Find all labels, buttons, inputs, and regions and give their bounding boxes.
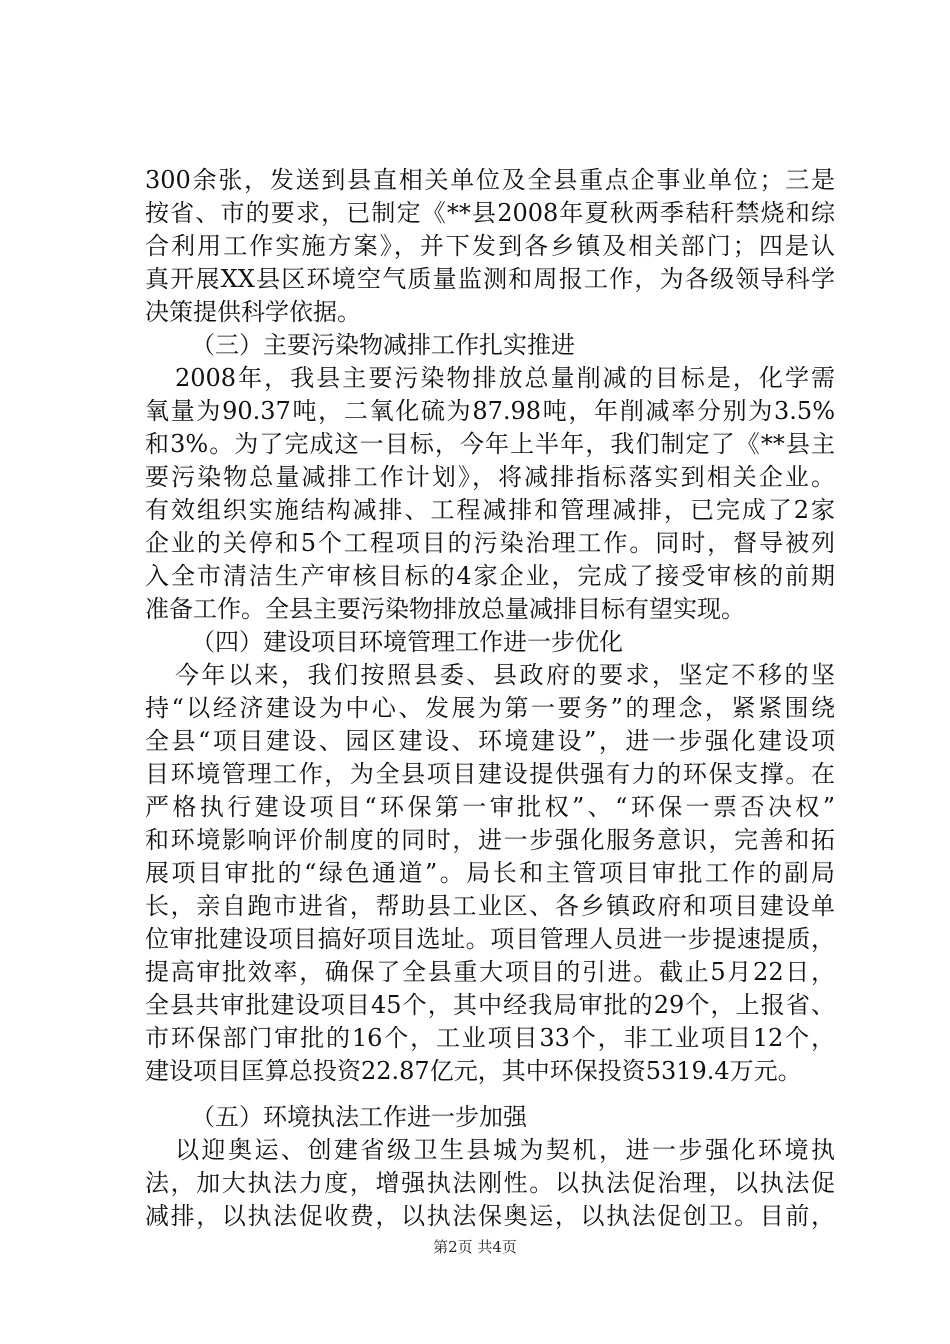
paragraph-line: 入全市清洁生产审核目标的4家企业，完成了接受审核的前期 [145,562,835,590]
section-heading: （四）建设项目环境管理工作进一步优化 [191,628,623,656]
paragraph-line: 和3%。为了完成这一目标，今年上半年，我们制定了《**县主 [145,430,835,458]
paragraph-line: 有效组织实施结构减排、工程减排和管理减排，已完成了2家 [145,496,835,524]
paragraph-line: 合利用工作实施方案》，并下发到各乡镇及相关部门；四是认 [145,232,835,260]
paragraph-line: 企业的关停和5个工程项目的污染治理工作。同时，督导被列 [145,529,835,557]
paragraph-line: 要污染物总量减排工作计划》，将减排指标落实到相关企业。 [145,463,835,491]
paragraph-line: 目环境管理工作，为全县项目建设提供强有力的环保支撑。在 [145,760,835,788]
page-footer: 第2页 共4页 [433,1238,517,1256]
paragraph-line: 持“以经济建设为中心、发展为第一要务”的理念，紧紧围绕 [145,694,835,722]
paragraph-line: 以迎奥运、创建省级卫生县城为契机，进一步强化环境执 [175,1136,835,1164]
paragraph-line: 位审批建设项目搞好项目选址。项目管理人员进一步提速提质， [145,925,835,953]
paragraph-line: 展项目审批的“绿色通道”。局长和主管项目审批工作的副局 [145,859,835,887]
section-heading: （五）环境执法工作进一步加强 [191,1103,527,1131]
paragraph-line: 按省、市的要求，已制定《**县2008年夏秋两季秸秆禁烧和综 [145,199,835,227]
paragraph-line: 准备工作。全县主要污染物排放总量减排目标有望实现。 [145,595,745,623]
paragraph-line: 今年以来，我们按照县委、县政府的要求，坚定不移的坚 [175,661,835,689]
paragraph-line: 市环保部门审批的16个，工业项目33个，非工业项目12个， [145,1024,835,1052]
paragraph-line: 300余张，发送到县直相关单位及全县重点企事业单位；三是 [145,166,835,194]
body-text [145,164,835,1233]
paragraph-line: 法，加大执法力度，增强执法刚性。以执法促治理，以执法促 [145,1169,835,1197]
paragraph-line: 减排，以执法促收费，以执法保奥运，以执法促创卫。目前， [145,1202,835,1230]
paragraph-line: 严格执行建设项目“环保第一审批权”、“环保一票否决权” [145,793,835,821]
paragraph-line: 全县共审批建设项目45个，其中经我局审批的29个，上报省、 [145,991,835,1019]
paragraph-line: 决策提供科学依据。 [145,298,361,326]
paragraph-line: 氧量为90.37吨，二氧化硫为87.98吨，年削减率分别为3.5% [145,397,835,425]
paragraph-line: 建设项目匡算总投资22.87亿元，其中环保投资5319.4万元。 [145,1057,802,1085]
paragraph-line: 真开展XX县区环境空气质量监测和周报工作，为各级领导科学 [145,265,835,293]
paragraph-line: 全县“项目建设、园区建设、环境建设”，进一步强化建设项 [145,727,835,755]
paragraph-line: 长，亲自跑市进省，帮助县工业区、各乡镇政府和项目建设单 [145,892,835,920]
paragraph-line: 2008年，我县主要污染物排放总量削减的目标是，化学需 [175,364,835,392]
paragraph-line: 和环境影响评价制度的同时，进一步强化服务意识，完善和拓 [145,826,835,854]
section-heading: （三）主要污染物减排工作扎实推进 [191,331,575,359]
paragraph-line: 提高审批效率，确保了全县重大项目的引进。截止5月22日， [145,958,835,986]
